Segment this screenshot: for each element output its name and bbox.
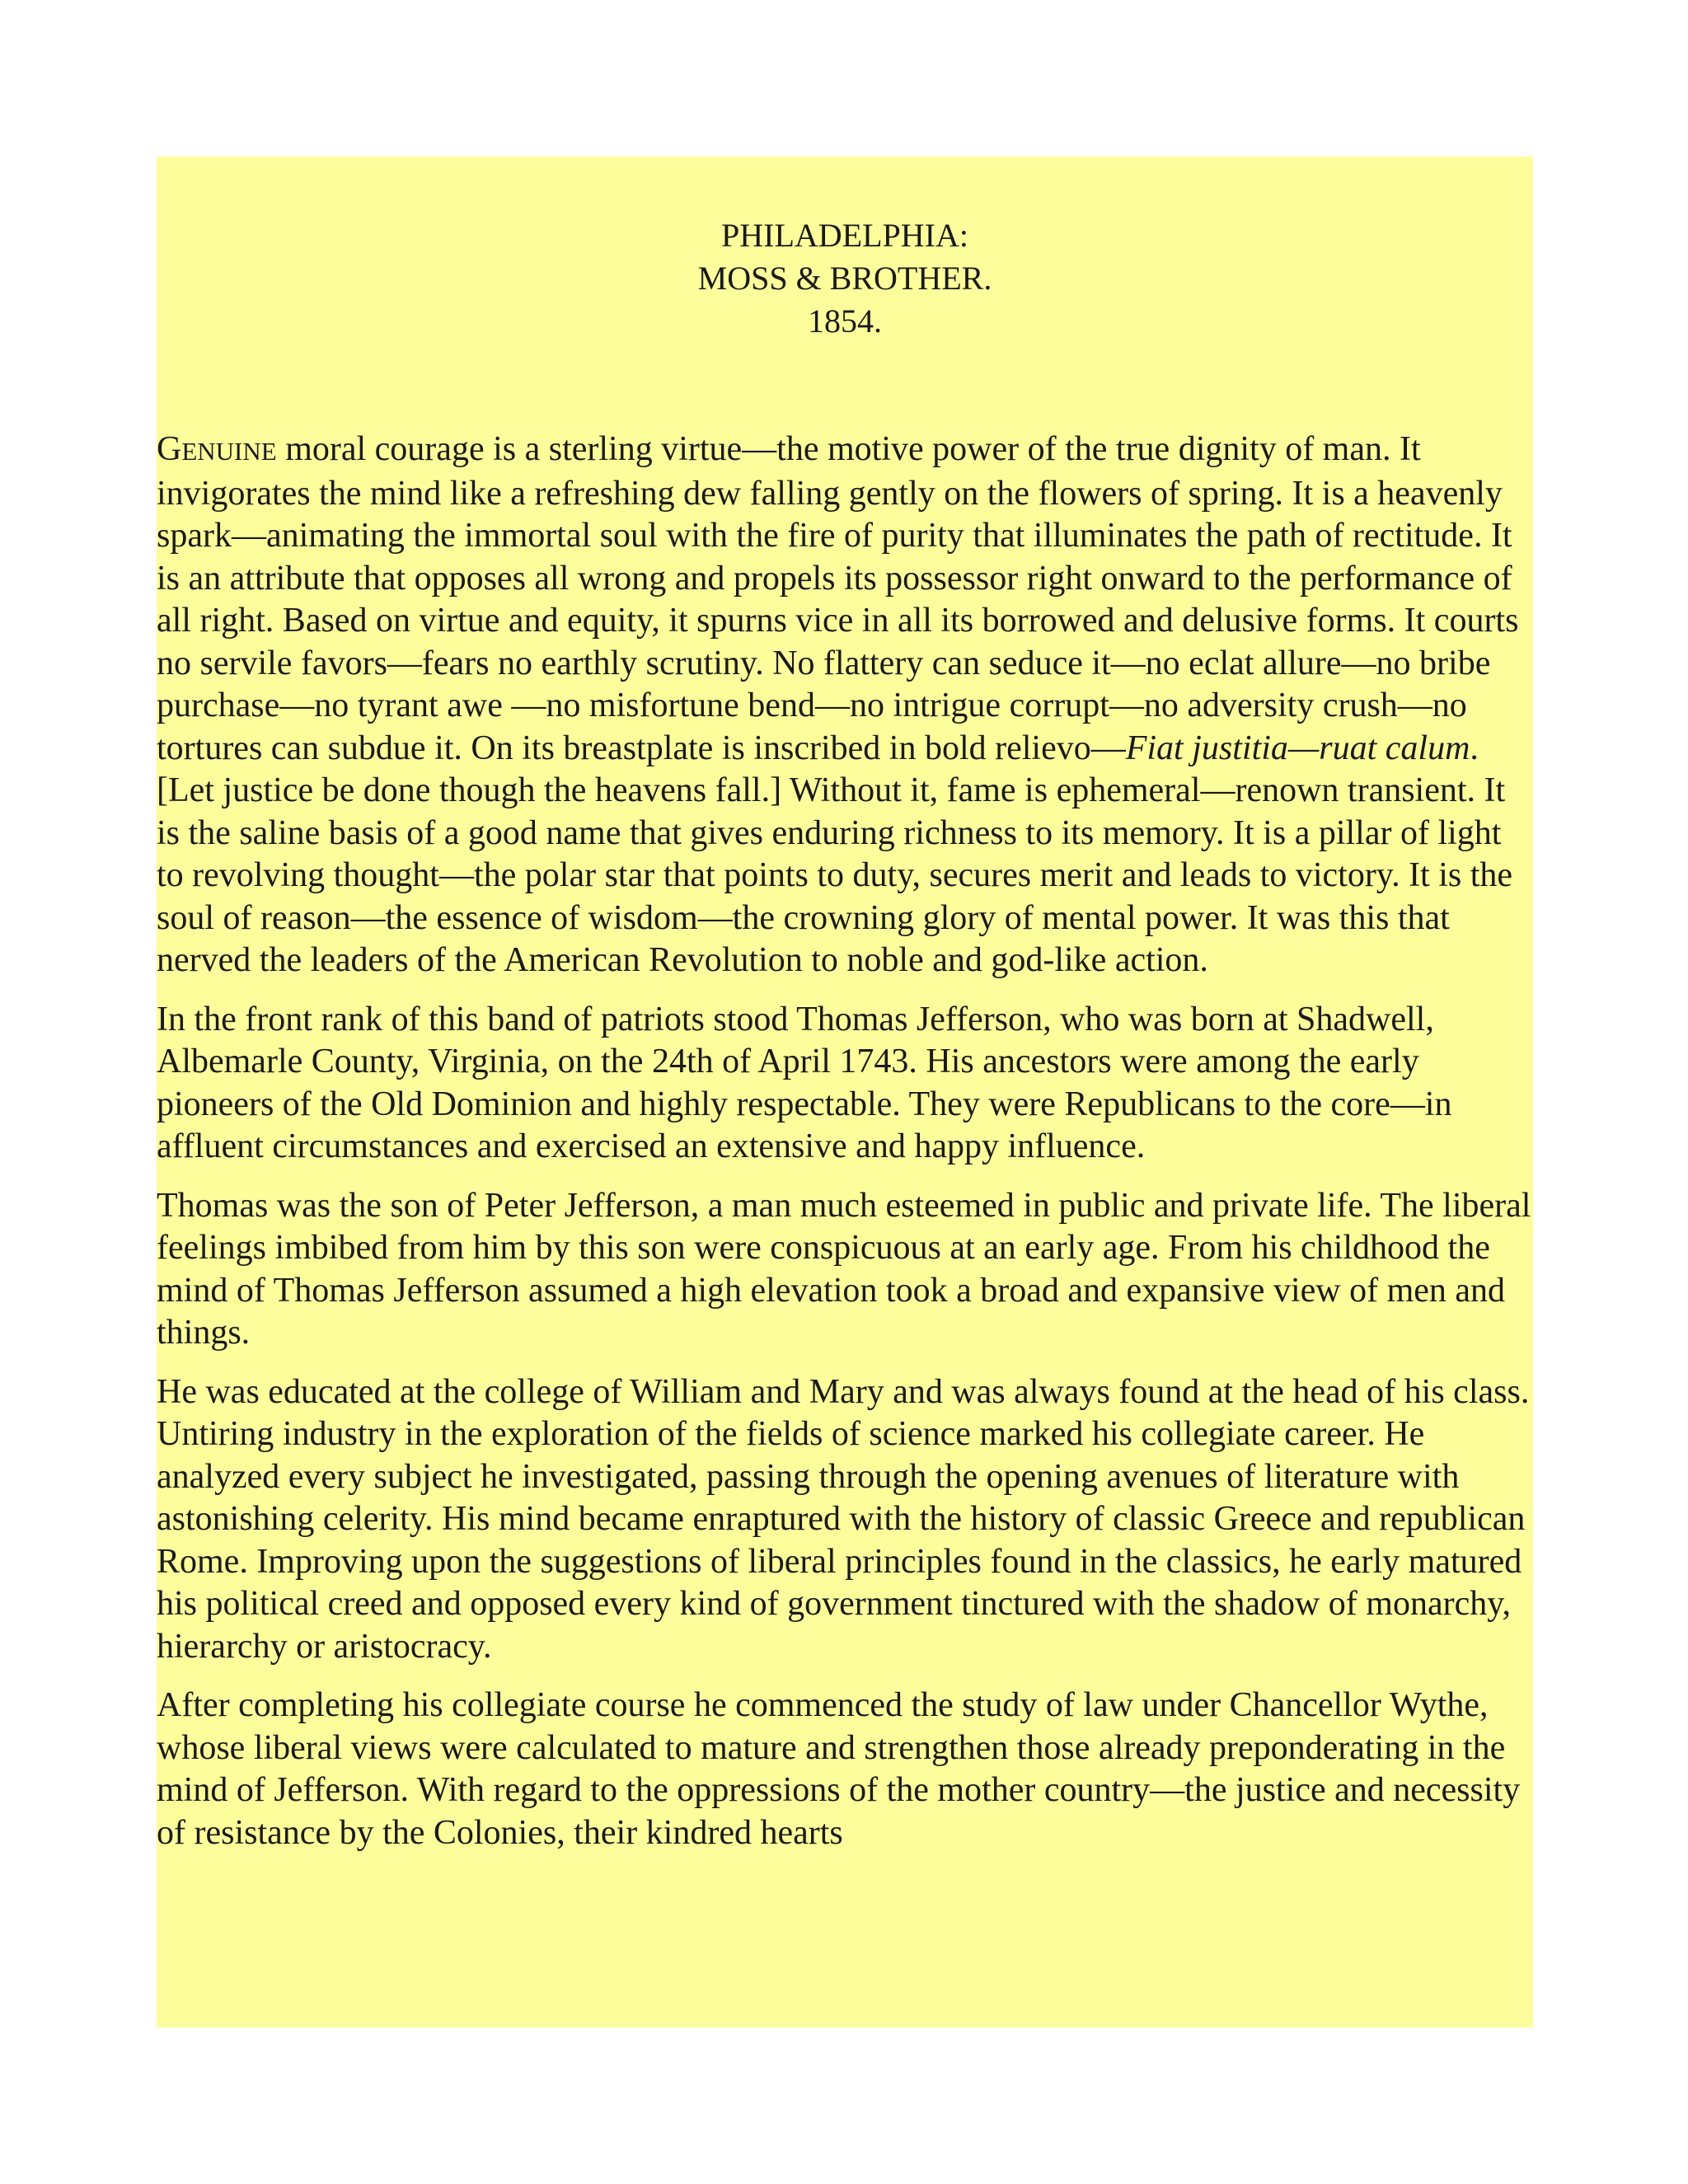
paragraph-1	[157, 429, 1533, 982]
paragraph-1-smallcaps: ENUINE	[181, 437, 277, 466]
paragraph-1-text-b: . [Let justice be done though the heavens fall.] Without it, fame is ephemeral—renown transient. It is the saline basis of a good name that gives enduring richness to its memory. It is a pillar of light to revolving thought—the polar star that points to duty, secures merit and leads to victory. It is the soul of reason—the essence of wisdom—the crowning glory of mental power. It was this that nerved the leaders of the American Revolution to noble and god-like action.	[157, 729, 1513, 979]
imprint-city: PHILADELPHIA:	[721, 217, 968, 254]
paragraph-3: Thomas was the son of Peter Jefferson, a man much esteemed in public and private life. The liberal feelings imbibed from him by this son were conspicuous at an early age. From his childhood the mind of Thomas Jefferson assumed a high elevation took a broad and expansive view of men and things.	[157, 1186, 1531, 1352]
paragraph-1-text-a: moral courage is a sterling virtue—the motive power of the true dignity of man. It invigorates the mind like a refreshing dew falling gently on the flowers of spring. It is a heavenly spark—animating the immortal soul with the fire of purity that illuminates the path of rectitude. It is an attribute that opposes all wrong and propels its possessor right onward to the performance of all right. Based on virtue and equity, it spurns vice in all its borrowed and delusive forms. It courts no servile favors—fears no earthly scrutiny. No flattery can seduce it—no eclat allure—no bribe purchase—no tyrant awe —no misfortune bend—no intrigue corrupt—no adversity crush—no tortures can subdue it. On its breastplate is inscribed in bold relievo—	[157, 430, 1519, 767]
latin-phrase: Fiat justitia—ruat calum	[1125, 729, 1470, 767]
imprint-publisher: MOSS & BROTHER.	[697, 260, 992, 297]
paragraph-1-initial: G	[157, 430, 182, 468]
body-text	[157, 429, 1533, 1854]
imprint-year: 1854.	[808, 302, 882, 340]
title-page-imprint	[157, 214, 1533, 343]
highlighted-page	[157, 157, 1533, 2027]
paragraph-5: After completing his collegiate course he commenced the study of law under Chancellor Wythe, whose liberal views were calculated to mature and strengthen those already preponderating in the mind of Jefferson. With regard to the oppressions of the mother country—the justice and necessity of resistance by the Colonies, their kindred hearts	[157, 1686, 1521, 1852]
paragraph-4: He was educated at the college of William and Mary and was always found at the head of his class. Untiring industry in the exploration of the fields of science marked his collegiate career. He analyzed every subject he investigated, passing through the opening avenues of literature with astonishing celerity. His mind became enraptured with the history of classic Greece and republican Rome. Improving upon the suggestions of liberal principles found in the classics, he early matured his political creed and opposed every kind of government tinctured with the shadow of monarchy, hierarchy or aristocracy.	[157, 1372, 1530, 1666]
paragraph-2: In the front rank of this band of patriots stood Thomas Jefferson, who was born at Shadwell, Albemarle County, Virginia, on the 24th of April 1743. His ancestors were among the early pioneers of the Old Dominion and highly respectable. They were Republicans to the core—in affluent circumstances and exercised an extensive and happy influence.	[157, 1000, 1452, 1165]
